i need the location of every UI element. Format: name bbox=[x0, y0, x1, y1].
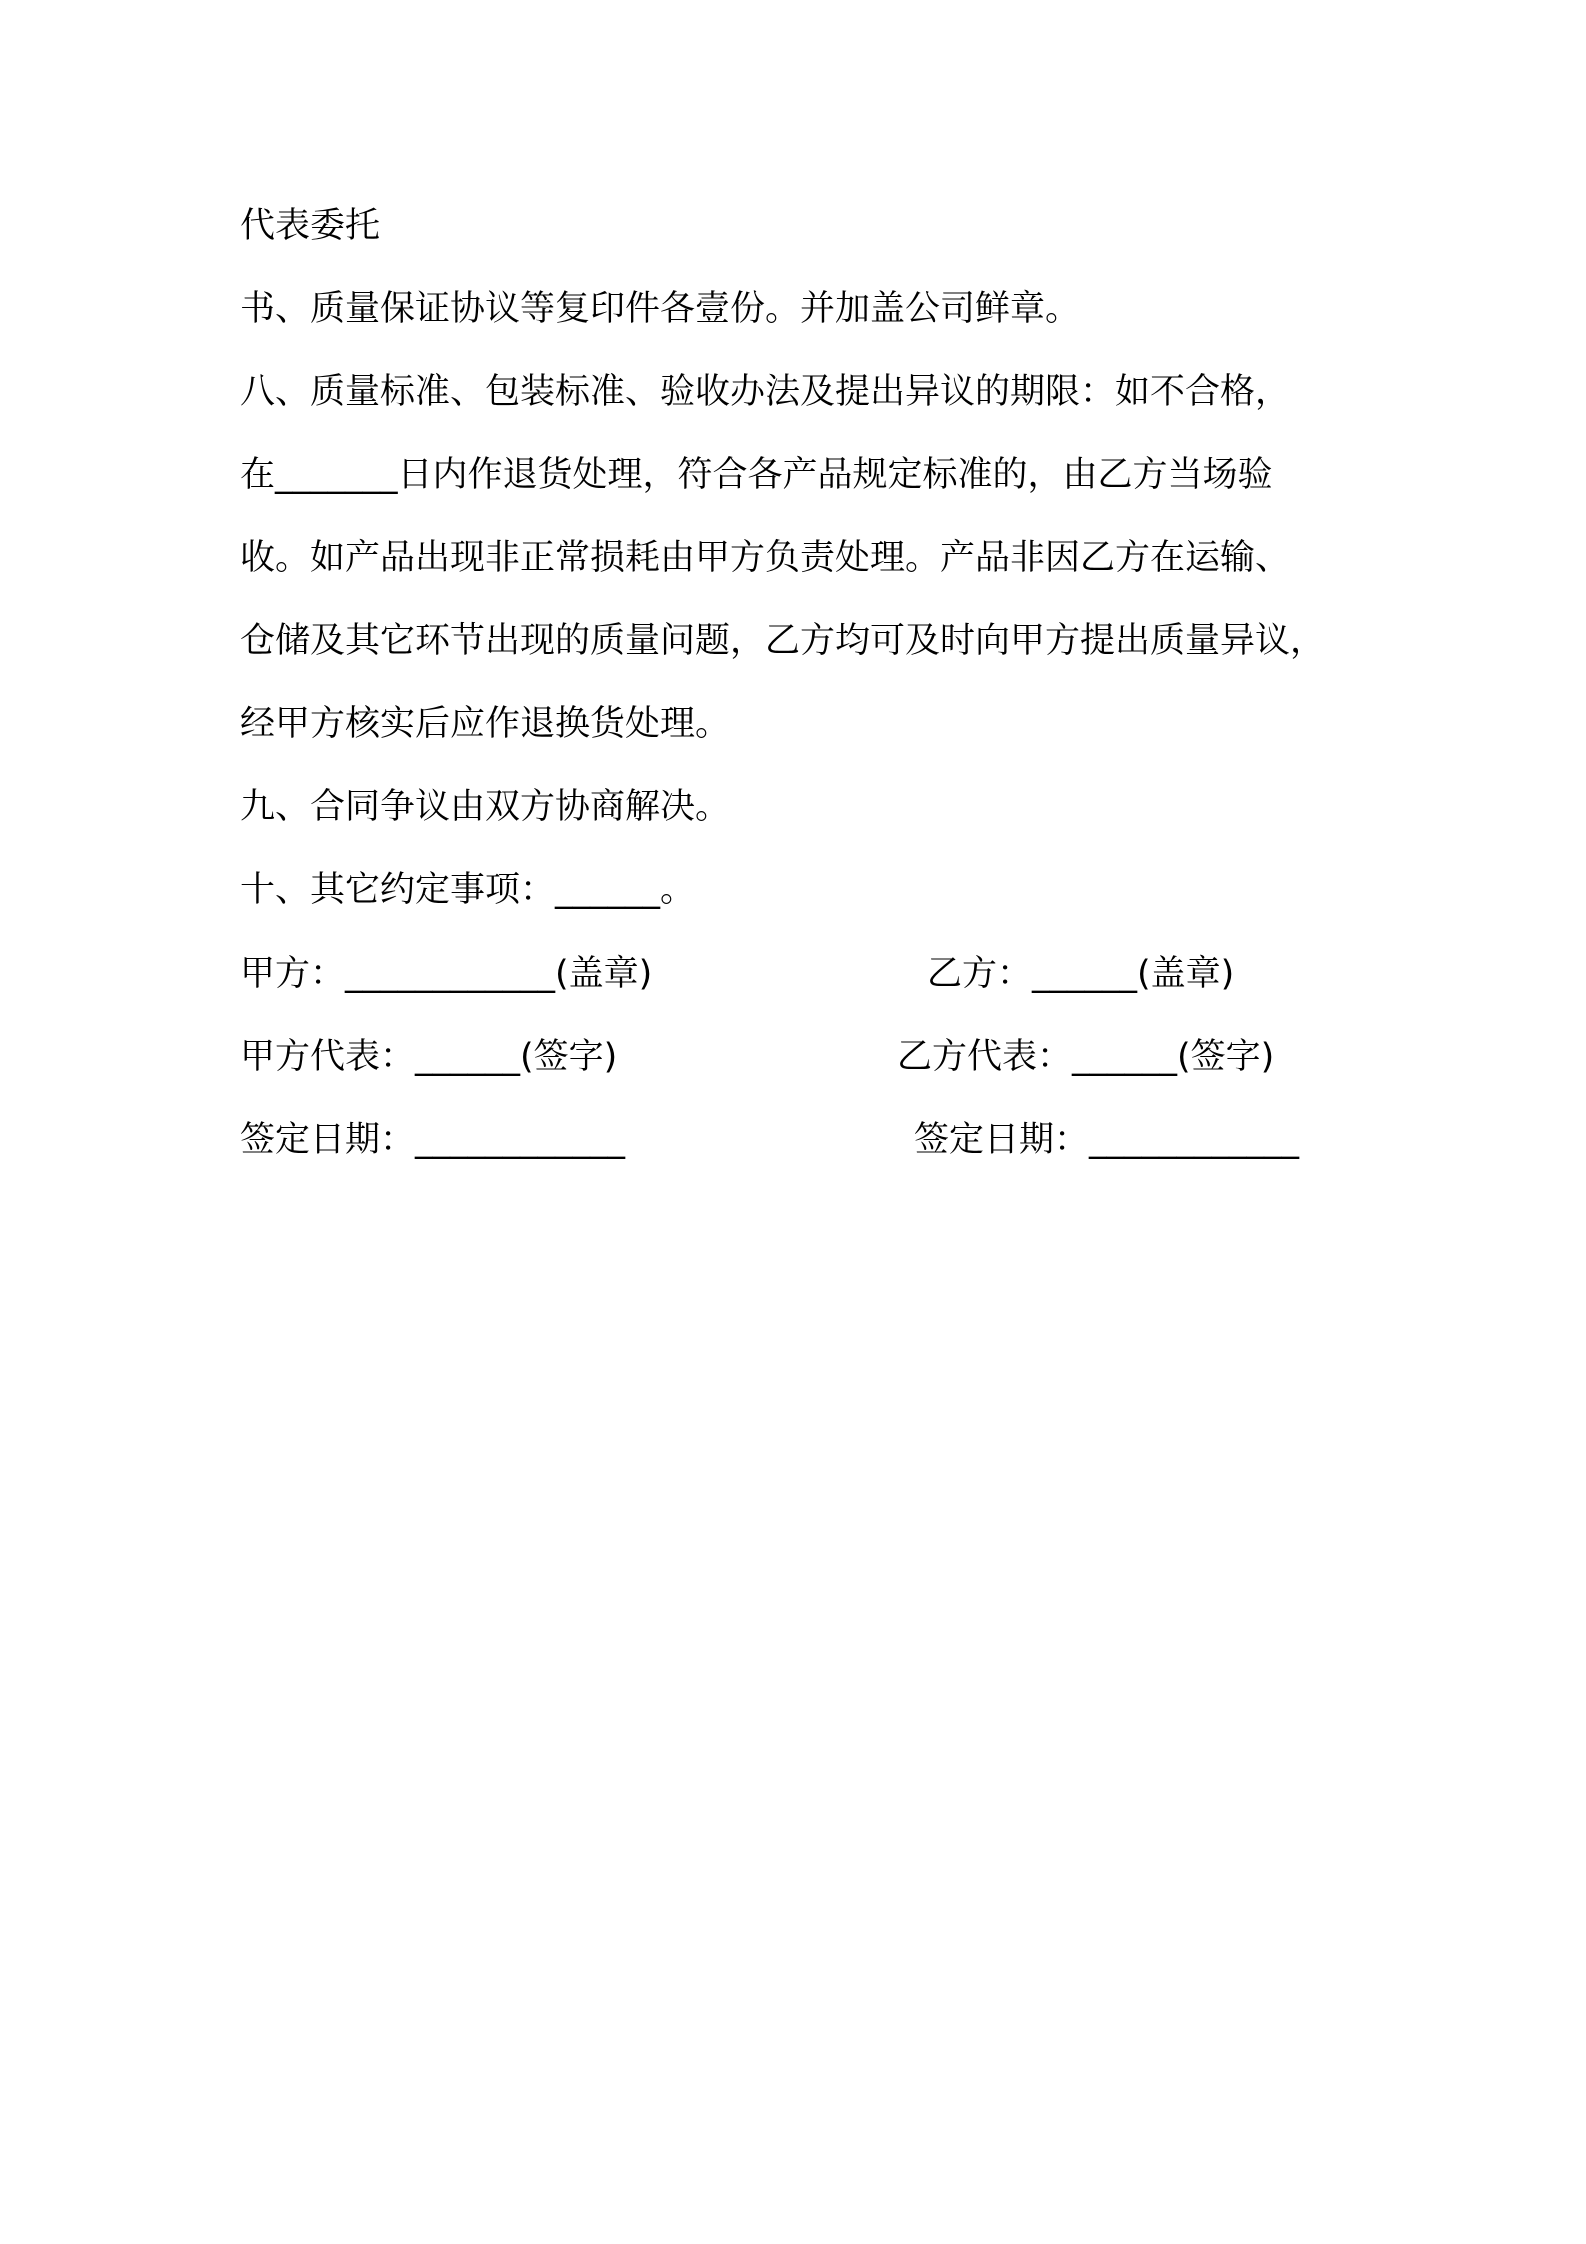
paragraph-line: 仓储及其它环节出现的质量问题，乙方均可及时向甲方提出质量异议， bbox=[240, 621, 1326, 661]
party-a-sign-date: 签定日期：____________ bbox=[240, 1120, 626, 1160]
paragraph-line: 代表委托 bbox=[240, 206, 381, 246]
paragraph-line: 十、其它约定事项：______。 bbox=[240, 870, 696, 910]
party-b-sign-date: 签定日期：____________ bbox=[914, 1120, 1300, 1160]
party-b-representative: 乙方代表：______(签字) bbox=[897, 1037, 1275, 1077]
paragraph-line: 九、合同争议由双方协商解决。 bbox=[240, 787, 731, 827]
party-a-seal: 甲方：____________(盖章) bbox=[240, 954, 653, 994]
paragraph-line: 在_______日内作退货处理，符合各产品规定标准的，由乙方当场验 bbox=[240, 455, 1273, 495]
paragraph-line: 收。如产品出现非正常损耗由甲方负责处理。产品非因乙方在运输、 bbox=[240, 538, 1291, 578]
paragraph-line: 八、质量标准、包装标准、验收办法及提出异议的期限：如不合格， bbox=[240, 372, 1291, 412]
paragraph-line: 书、质量保证协议等复印件各壹份。并加盖公司鲜章。 bbox=[240, 289, 1081, 329]
paragraph-line: 经甲方核实后应作退换货处理。 bbox=[240, 704, 731, 744]
party-a-representative: 甲方代表：______(签字) bbox=[240, 1037, 618, 1077]
party-b-seal: 乙方：______(盖章) bbox=[927, 954, 1235, 994]
